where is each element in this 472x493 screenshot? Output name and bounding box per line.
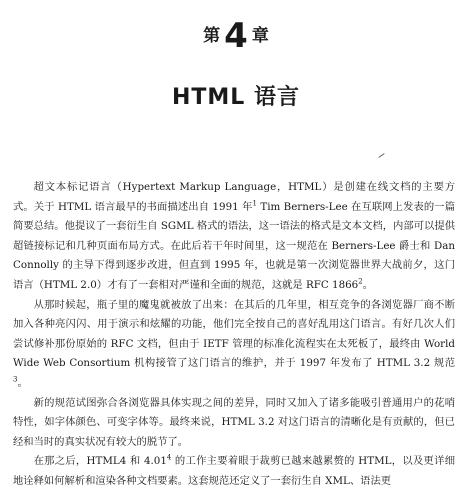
body-text (13, 178, 455, 492)
stray-mark (378, 153, 384, 158)
footnote-ref-4: 4 (166, 453, 172, 462)
paragraph-3: 新的规范试图弥合各浏览器具体实现之间的差异，同时又加入了诸多能吸引普通用户的花哨特性，如字体颜色、可变字体等。最终来说，HTML 3.2 对这门语言的清晰化是有贡献的，但已经和当时的真实状况有较大的脱节了。 (13, 396, 455, 448)
paragraph-4: 在那之后，HTML4 和 4.01$^4$ 的工作主要着眼于裁剪已越来越累赘的 HTML，以及更详细地诠释如何解析和渲染各种文档要素。这套规范还定义了一套衍生自 XML、语法更 (13, 453, 455, 487)
paragraph-1: 超文本标记语言（Hypertext Markup Language，HTML）是创建在线文档的主要方式。关于 HTML 语言最早的书面描述出自 1991 年$^1$ Tim Berners-Lee 在互联网上发表的一篇简要总结。他提议了一套衍生自 SGML 格式的语法，这一语法的格式是文本文档，内部可以提供超链接标记和几种页面布局方式。在此后若干年时间里，这一规范在 Berners-Lee 爵士和 Dan Connolly 的主导下得到逐步改进，但直到 1995 年，也就是第一次浏览器世界大战前夕，这门语言（HTML 2.0）才有了一套相对严谨和全面的规范，这就是 RFC 1866$^2$。 (13, 181, 456, 291)
paragraph-2: 从那时候起，瓶子里的魔鬼就被放了出来：在其后的几年里，相互竞争的各浏览器厂商不断加入各种亮闪闪、用于演示和炫耀的功能，他们完全按自己的喜好乱用这门语言。有好几次人们尝试修补那份原始的 RFC 文档，但由于 IETF 管理的标准化流程实在太死板了，最终由 World Wide Web Consortium 机构接管了这门语言的维护，并于 1997 年发布了 HTML 3.2 规范$^3$。 (13, 298, 455, 389)
chapter-title: HTML 语言 (172, 85, 300, 110)
chapter-suffix: 章 (251, 26, 269, 46)
chapter-number: 4 (224, 16, 248, 56)
chapter-heading (0, 16, 472, 56)
chapter-prefix: 第 (203, 26, 221, 46)
footnote-ref-1: 1 (252, 199, 257, 208)
footnote-ref-3: 3 (13, 375, 18, 384)
footnote-ref-2: 2 (358, 277, 363, 286)
